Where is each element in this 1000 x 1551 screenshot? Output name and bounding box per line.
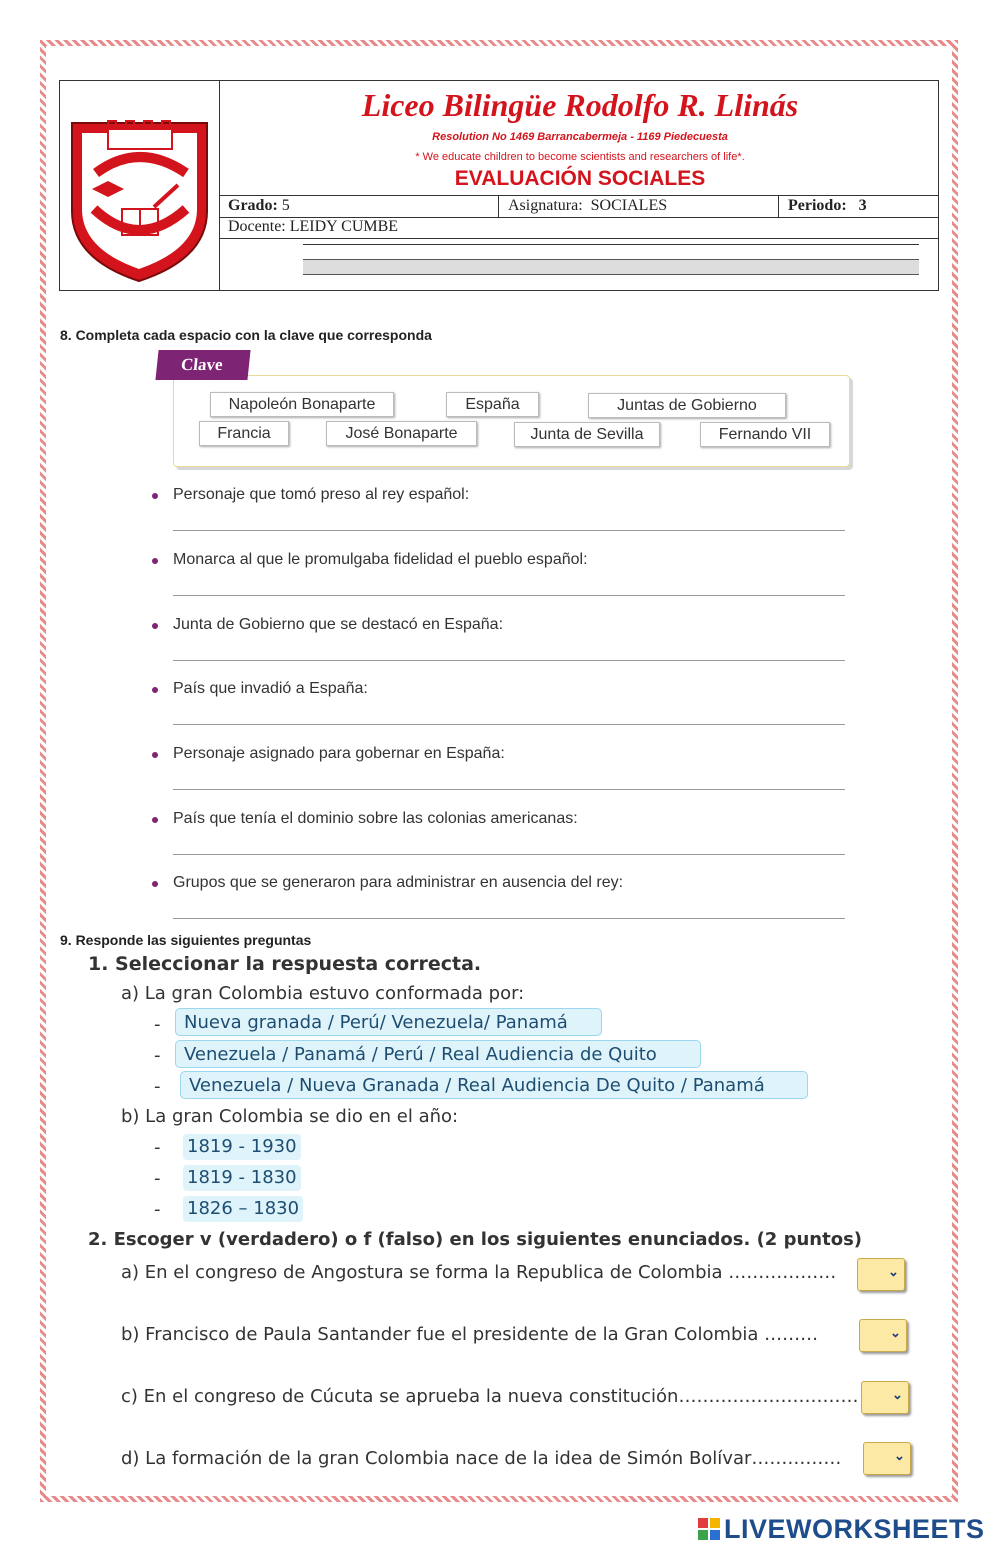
answer-input[interactable] [173,595,845,596]
item-text: País que tenía el dominio sobre las colonias americanas: [173,810,578,827]
key-chip[interactable]: Juntas de Gobierno [588,393,786,418]
subject-field [508,197,667,215]
chevron-down-icon: ⌄ [890,1325,901,1340]
key-chip[interactable]: Napoleón Bonaparte [210,392,394,417]
item-text: Junta de Gobierno que se destacó en España: [173,616,504,633]
dash: - [154,1014,161,1035]
subject-value: SOCIALES [590,197,668,214]
bullet-icon [152,752,158,758]
option-b3[interactable]: 1826 – 1830 [183,1196,303,1222]
grade-label: Grado: [228,197,278,214]
chevron-down-icon: ⌄ [892,1387,903,1402]
dash: - [154,1076,161,1097]
resolution-text: Resolution No 1469 Barrancabermeja - 1169 Piedecuesta [432,131,728,143]
option-a1[interactable]: Nueva granada / Perú/ Venezuela/ Panamá [175,1008,602,1036]
bullet-icon [152,687,158,693]
option-a2[interactable]: Venezuela / Panamá / Perú / Real Audiencia de Quito [175,1040,701,1068]
answer-input[interactable] [173,854,845,855]
dash: - [154,1168,161,1189]
key-chip[interactable]: España [446,392,539,417]
dash: - [154,1137,161,1158]
answer-input[interactable] [173,918,845,919]
teacher-row [220,217,939,239]
period-field [788,197,867,215]
key-chip[interactable]: José Bonaparte [326,421,477,446]
answer-input[interactable] [173,789,845,790]
subject-label: Asignatura: [508,197,583,214]
bullet-icon [152,623,158,629]
info-row [220,195,939,218]
dash: - [154,1045,161,1066]
clave-tag: Clave [155,350,250,380]
chevron-down-icon: ⌄ [894,1448,905,1463]
statement-c: c) En el congreso de Cúcuta se aprueba la nueva constitución………………………… [121,1386,859,1407]
bullet-icon [152,493,158,499]
item-text: Monarca al que le promulgaba fidelidad el pueblo español: [173,551,588,568]
item-text: Personaje asignado para gobernar en España: [173,745,505,762]
tf-dropdown-d[interactable] [863,1442,911,1475]
period-label: Periodo: [788,197,847,214]
grade-value: 5 [281,197,290,214]
q9-title: 9. Responde las siguientes preguntas [60,932,312,948]
item-text: Grupos que se generaron para administrar en ausencia del rey: [173,874,624,891]
tf-dropdown-a[interactable] [857,1258,905,1291]
key-chip[interactable]: Francia [199,421,289,446]
school-logo [60,81,220,290]
q8-title: 8. Completa cada espacio con la clave que corresponda [60,327,432,343]
header-table [59,80,939,291]
divider [778,196,779,217]
name-line [303,244,919,245]
statement-d: d) La formación de la gran Colombia nace de la idea de Simón Bolívar…………… [121,1448,842,1469]
answer-input[interactable] [173,530,845,531]
question-a: a) La gran Colombia estuvo conformada por: [121,983,525,1004]
shield-logo-icon [60,81,219,290]
dash: - [154,1199,161,1220]
tf-dropdown-c[interactable] [861,1381,909,1414]
period-value: 3 [858,197,867,214]
teacher-name: Docente: LEIDY CUMBE [228,218,399,235]
exam-title: EVALUACIÓN SOCIALES [454,167,706,190]
item-text: Personaje que tomó preso al rey español: [173,486,470,503]
item-text: País que invadió a España: [173,680,368,697]
bullet-icon [152,558,158,564]
section-2-title: 2. Escoger v (verdadero) o f (falso) en los siguientes enunciados. (2 puntos) [88,1229,863,1250]
bullet-icon [152,881,158,887]
option-a3[interactable]: Venezuela / Nueva Granada / Real Audiencia De Quito / Panamá [180,1071,808,1099]
chevron-down-icon: ⌄ [888,1264,899,1279]
tf-dropdown-b[interactable] [859,1319,907,1352]
bullet-icon [152,817,158,823]
statement-b: b) Francisco de Paula Santander fue el presidente de la Gran Colombia ……… [121,1324,819,1345]
grade-field [228,197,290,215]
section-1-title: 1. Seleccionar la respuesta correcta. [88,953,482,975]
key-chip[interactable]: Fernando VII [700,422,830,447]
answer-input[interactable] [173,724,845,725]
school-name: Liceo Bilingüe Rodolfo R. Llinás [361,87,799,123]
option-b2[interactable]: 1819 - 1830 [183,1165,301,1191]
statement-a: a) En el congreso de Angostura se forma la Republica de Colombia ……………… [121,1262,837,1283]
divider [498,196,499,217]
question-b: b) La gran Colombia se dio en el año: [121,1106,459,1127]
liveworksheets-logo-icon [698,1518,720,1540]
key-chip[interactable]: Junta de Sevilla [514,422,660,447]
brand-logo: LIVEWORKSHEETS [724,1514,985,1544]
option-b1[interactable]: 1819 - 1930 [183,1134,301,1160]
answer-input[interactable] [173,660,845,661]
name-band [303,259,919,275]
motto-text: * We educate children to become scientists and researchers of life*. [415,151,745,163]
